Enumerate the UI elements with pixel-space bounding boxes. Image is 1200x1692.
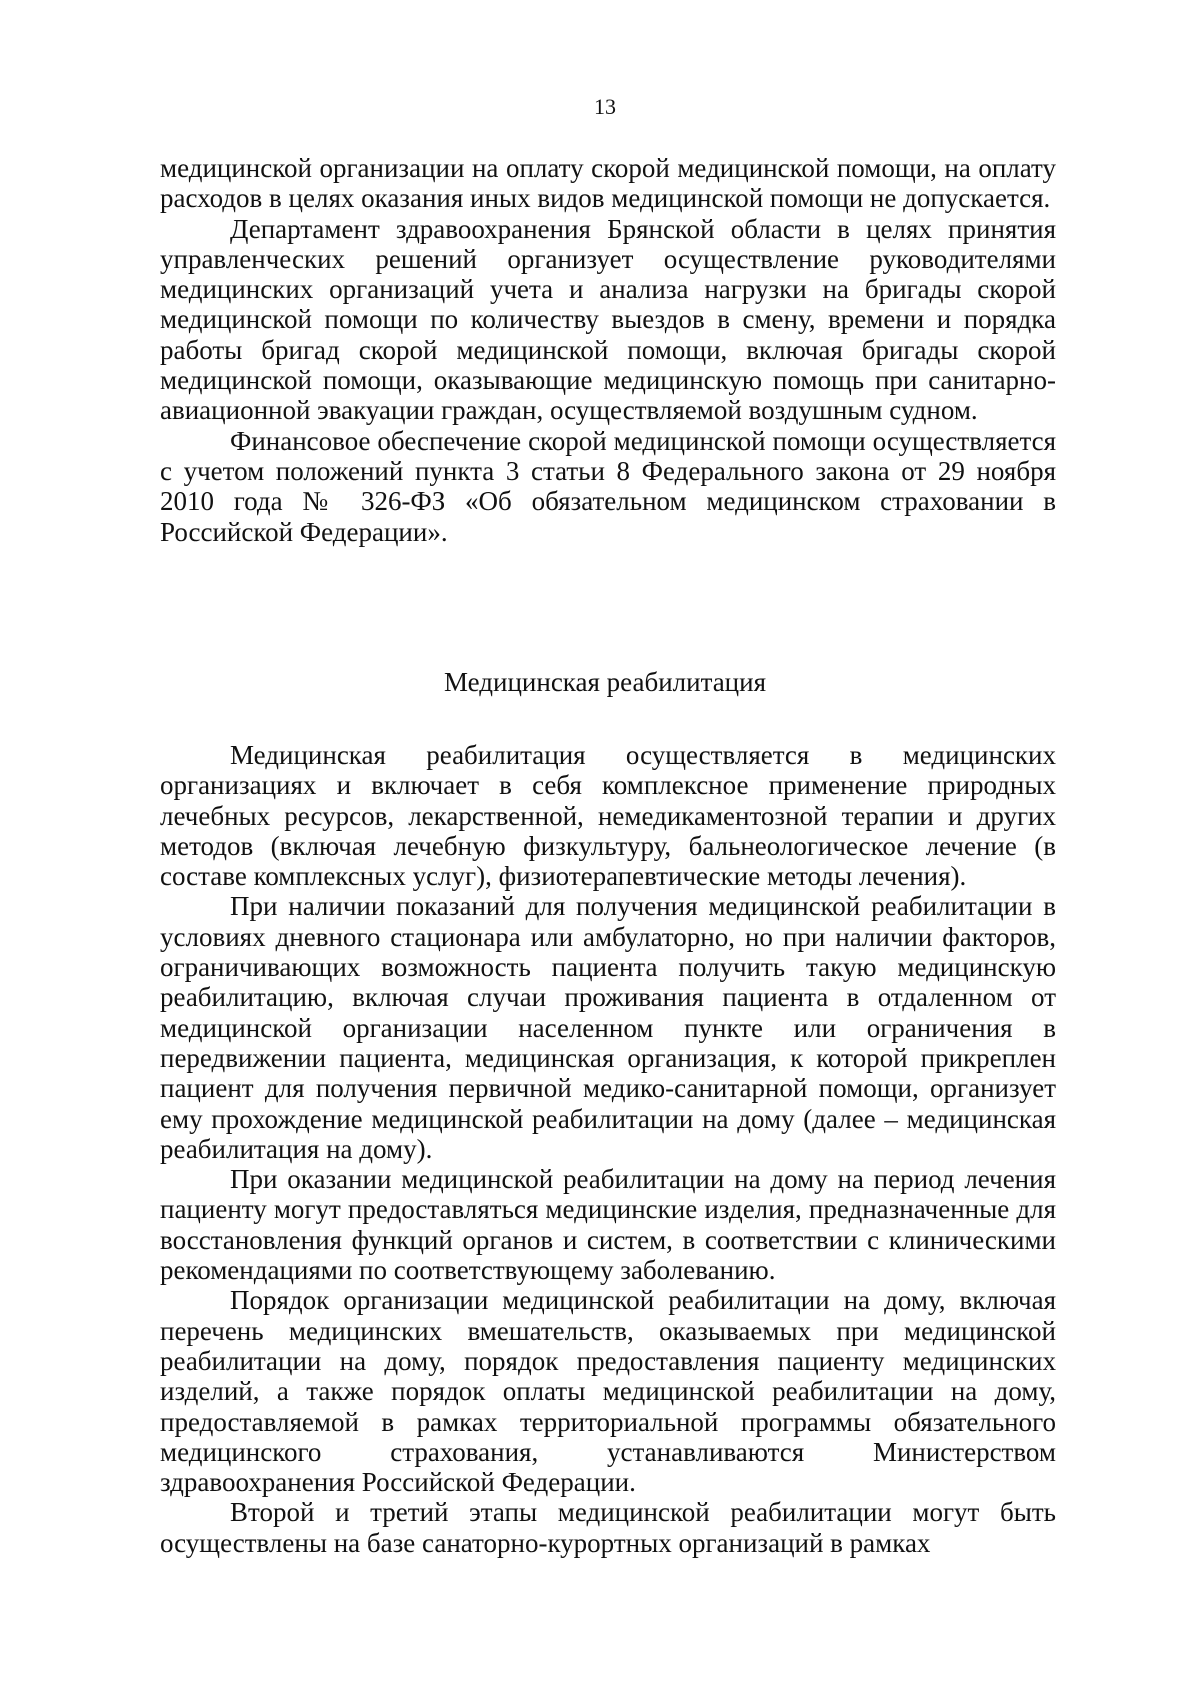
- paragraph: медицинской организации на оплату скорой медицинской помощи, на оплату расходов в целях оказания иных видов медицинской помощи не допускается.: [160, 153, 1056, 214]
- section-heading: Медицинская реабилитация: [444, 667, 766, 697]
- paragraph: Департамент здравоохранения Брянской области в целях принятия управленческих решений организует осуществление руководителями медицинских организаций учета и анализа нагрузки на бригады скорой медицинской помощи по количеству выездов в смену, времени и порядка работы бригад скорой медицинской помощи, включая бригады скорой медицинской помощи, оказывающие медицинскую помощь при санитарно-авиационной эвакуации граждан, осуществляемой воздушным судном.: [160, 213, 1056, 426]
- paragraph: Финансовое обеспечение скорой медицинской помощи осуществляется с учетом положений пункта 3 статьи 8 Федерального закона от 29 ноября 2010 года № 326-ФЗ «Об обязательном медицинском страховании в Российской Федерации».: [160, 425, 1056, 547]
- paragraph: Второй и третий этапы медицинской реабилитации могут быть осуществлены на базе санаторно-курортных организаций в рамках: [160, 1497, 1056, 1558]
- paragraph: При наличии показаний для получения медицинской реабилитации в условиях дневного стационара или амбулаторно, но при наличии факторов, ограничивающих возможность пациента получить такую медицинскую реабилитацию, включая случаи проживания пациента в отдаленном от медицинской организации населенном пункте или ограничения в передвижении пациента, медицинская организация, к которой прикреплен пациент для получения первичной медико-санитарной помощи, организует ему прохождение медицинской реабилитации на дому (далее – медицинская реабилитация на дому).: [160, 891, 1056, 1164]
- page-number: 13: [594, 94, 616, 119]
- paragraph: Порядок организации медицинской реабилитации на дому, включая перечень медицинских вмешательств, оказываемых при медицинской реабилитации на дому, порядок предоставления пациенту медицинских изделий, а также порядок оплаты медицинской реабилитации на дому, предоставляемой в рамках территориальной программы обязательного медицинского страхования, устанавливаются Министерством здравоохранения Российской Федерации.: [160, 1285, 1056, 1498]
- section-medical-rehabilitation: [160, 740, 1056, 1558]
- paragraph: Медицинская реабилитация осуществляется в медицинских организациях и включает в себя комплексное применение природных лечебных ресурсов, лекарственной, немедикаментозной терапии и других методов (включая лечебную физкультуру, бальнеологическое лечение (в составе комплексных услуг), физиотерапевтические методы лечения).: [160, 740, 1056, 892]
- section-ambulance-financing: [160, 153, 1056, 547]
- paragraph: При оказании медицинской реабилитации на дому на период лечения пациенту могут предоставляться медицинские изделия, предназначенные для восстановления функций органов и систем, в соответствии с клиническими рекомендациями по соответствующему заболеванию.: [160, 1164, 1056, 1286]
